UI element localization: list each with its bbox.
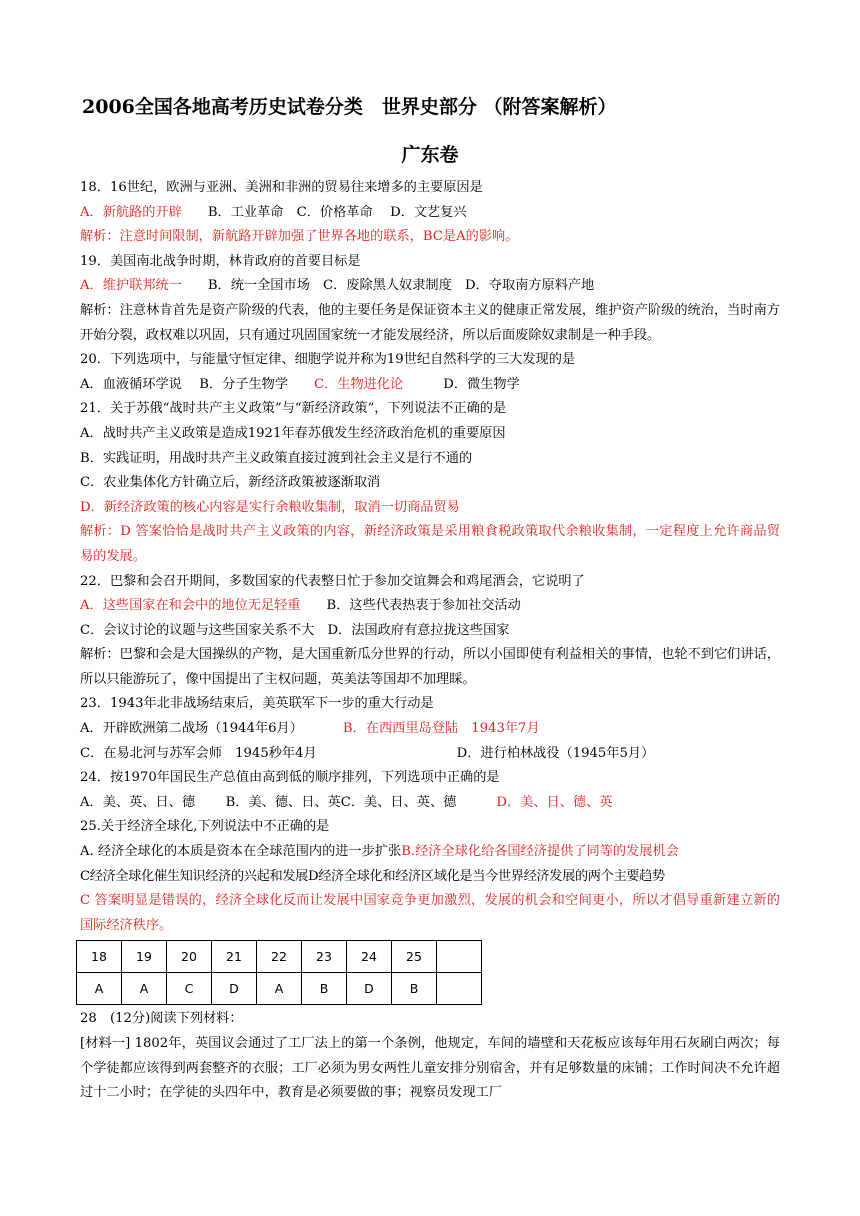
question-25-stem: 25.关于经济全球化,下列说法中不正确的是 [80, 819, 330, 835]
question-23-options-cd [80, 742, 780, 767]
table-cell: A [77, 973, 122, 1005]
question-22-options-cd: C．会议讨论的议题与这些国家关系不大 D．法国政府有意拉拢这些国家 [80, 622, 510, 638]
table-cell: 18 [77, 941, 122, 973]
option-b: B.经济全球化给各国经济提供了同等的发展机会 [401, 844, 679, 860]
question-25-analysis: C 答案明显是错误的，经济全球化反而让发展中国家竞争更加激烈，发展的机会和空间更小，所以才倡导重新建立新的国际经济秩序。 [80, 893, 780, 933]
table-cell: C [167, 973, 212, 1005]
question-21-option-d: D．新经济政策的核心内容是实行余粮收集制，取消一切商品贸易 [80, 499, 460, 515]
question-22-stem: 22．巴黎和会召开期间，多数国家的代表整日忙于参加交谊舞会和鸡尾酒会，它说明了 [80, 573, 585, 589]
correct-option: A．维护联邦统一 [80, 278, 182, 294]
page-title: 2006全国各地高考历史试卷分类 世界史部分 （附答案解析） [82, 96, 617, 118]
question-19-analysis: 解析：注意林肯首先是资产阶级的代表，他的主要任务是保证资本主义的健康正常发展，维护资产阶级的统治，当时南方开始分裂，政权难以巩固，只有通过巩固国家统一才能发展经济，所以后面废除奴隶制是一种手段。 [80, 302, 780, 343]
question-28-material-1: [材料一] 1802年，英国议会通过了工厂法上的第一个条例，他规定，车间的墙壁和天花板应该每年用石灰刷白两次；每个学徒都应该得到两套整齐的衣服；工厂必须为男女两性儿童安排分别宿舍，并有足够数量的床铺；工作时间决不允许超过十二小时；在学徒的头四年中，教育是必须要做的事；视察员发现工厂 [80, 1036, 780, 1101]
question-25-options-cd: C经济全球化催生知识经济的兴起和发展D经济全球化和经济区域化是当今世界经济发展的两个主要趋势 [80, 868, 665, 884]
question-24-options [80, 791, 780, 816]
question-21-option-a: A．战时共产主义政策是造成1921年春苏俄发生经济政治危机的重要原因 [80, 425, 506, 441]
table-cell: 20 [167, 941, 212, 973]
correct-option: C．生物进化论 [314, 376, 404, 392]
question-21-analysis: 解析：D 答案恰恰是战时共产主义政策的内容，新经济政策是采用粮食税政策取代余粮收集制，一定程度上允许商品贸易的发展。 [80, 524, 780, 564]
options-ab: A．血液循环学说 B．分子生物学 [80, 376, 289, 392]
table-cell: A [122, 973, 167, 1005]
table-cell: 25 [392, 941, 437, 973]
option-a: A. 经济全球化的本质是资本在全球范围内的进一步扩张 [80, 844, 402, 860]
question-22-options-ab [80, 594, 780, 619]
question-18-stem: 18．16世纪，欧洲与亚洲、美洲和非洲的贸易往来增多的主要原因是 [80, 180, 483, 195]
table-cell: 21 [212, 941, 257, 973]
table-cell [437, 973, 482, 1005]
question-23-options-ab [80, 717, 780, 742]
answer-table [76, 940, 482, 1005]
option-d: D．进行柏林战役（1945年5月） [456, 745, 655, 761]
question-21-option-c: C．农业集体化方针确立后，新经济政策被逐渐取消 [80, 475, 381, 491]
correct-option: D．美、日、德、英 [496, 794, 613, 810]
option-d: D．微生物学 [443, 376, 520, 392]
question-18-options [80, 201, 780, 226]
question-24-stem: 24．按1970年国民生产总值由高到低的顺序排列，下列选项中正确的是 [80, 770, 500, 786]
question-19-stem: 19．美国南北战争时期，林肯政府的首要目标是 [80, 253, 361, 269]
question-21-option-b: B．实践证明，用战时共产主义政策直接过渡到社会主义是行不通的 [80, 450, 473, 466]
option-b: B．这些代表热衷于参加社交活动 [326, 598, 521, 614]
table-cell [437, 941, 482, 973]
question-21-stem: 21．关于苏俄“战时共产主义政策”与“新经济政策”，下列说法不正确的是 [80, 401, 507, 417]
question-25-options-ab [80, 840, 780, 865]
other-options: B．统一全国市场 C．废除黑人奴隶制度 D．夺取南方原料产地 [207, 278, 595, 294]
question-23-stem: 23．1943年北非战场结束后，美英联军下一步的重大行动是 [80, 696, 434, 712]
table-cell: 24 [347, 941, 392, 973]
other-options: B．工业革命 C．价格革命 D．文艺复兴 [207, 204, 467, 220]
table-cell: B [302, 973, 347, 1005]
question-22-analysis: 解析：巴黎和会是大国操纵的产物，是大国重新瓜分世界的行动，所以小国即使有利益相关的事情，也轮不到它们讲话，所以只能游玩了，像中国提出了主权问题，英美法等国却不加理睬。 [80, 647, 780, 687]
question-20-options [80, 373, 780, 398]
option-c: C．在易北河与苏军会师 1945秒年4月 [80, 745, 317, 761]
document-body [80, 176, 780, 1106]
section-title: 广东卷 [401, 144, 459, 166]
table-cell: D [347, 973, 392, 1005]
table-cell: B [392, 973, 437, 1005]
table-cell: 22 [257, 941, 302, 973]
question-20-stem: 20．下列选项中，与能量守恒定律、细胞学说并称为19世纪自然科学的三大发现的是 [80, 352, 576, 368]
question-19-options [80, 274, 780, 299]
table-row-numbers [77, 941, 482, 973]
table-cell: D [212, 973, 257, 1005]
correct-option: A．新航路的开辟 [80, 204, 182, 220]
table-cell: 23 [302, 941, 347, 973]
option-a: A．开辟欧洲第二战场（1944年6月） [80, 721, 303, 737]
correct-option: A．这些国家在和会中的地位无足轻重 [80, 598, 301, 614]
table-row-answers [77, 973, 482, 1005]
question-28-stem: 28 (12分)阅读下列材料： [80, 1011, 243, 1027]
correct-option: B．在西西里岛登陆 1943年7月 [342, 721, 540, 737]
question-18-analysis: 解析：注意时间限制，新航路开辟加强了世界各地的联系，BC是A的影响。 [80, 229, 519, 245]
options-abc: A．美、英、日、德 B．美、德、日、英C．美、日、英、德 [80, 794, 457, 810]
table-cell: 19 [122, 941, 167, 973]
table-cell: A [257, 973, 302, 1005]
